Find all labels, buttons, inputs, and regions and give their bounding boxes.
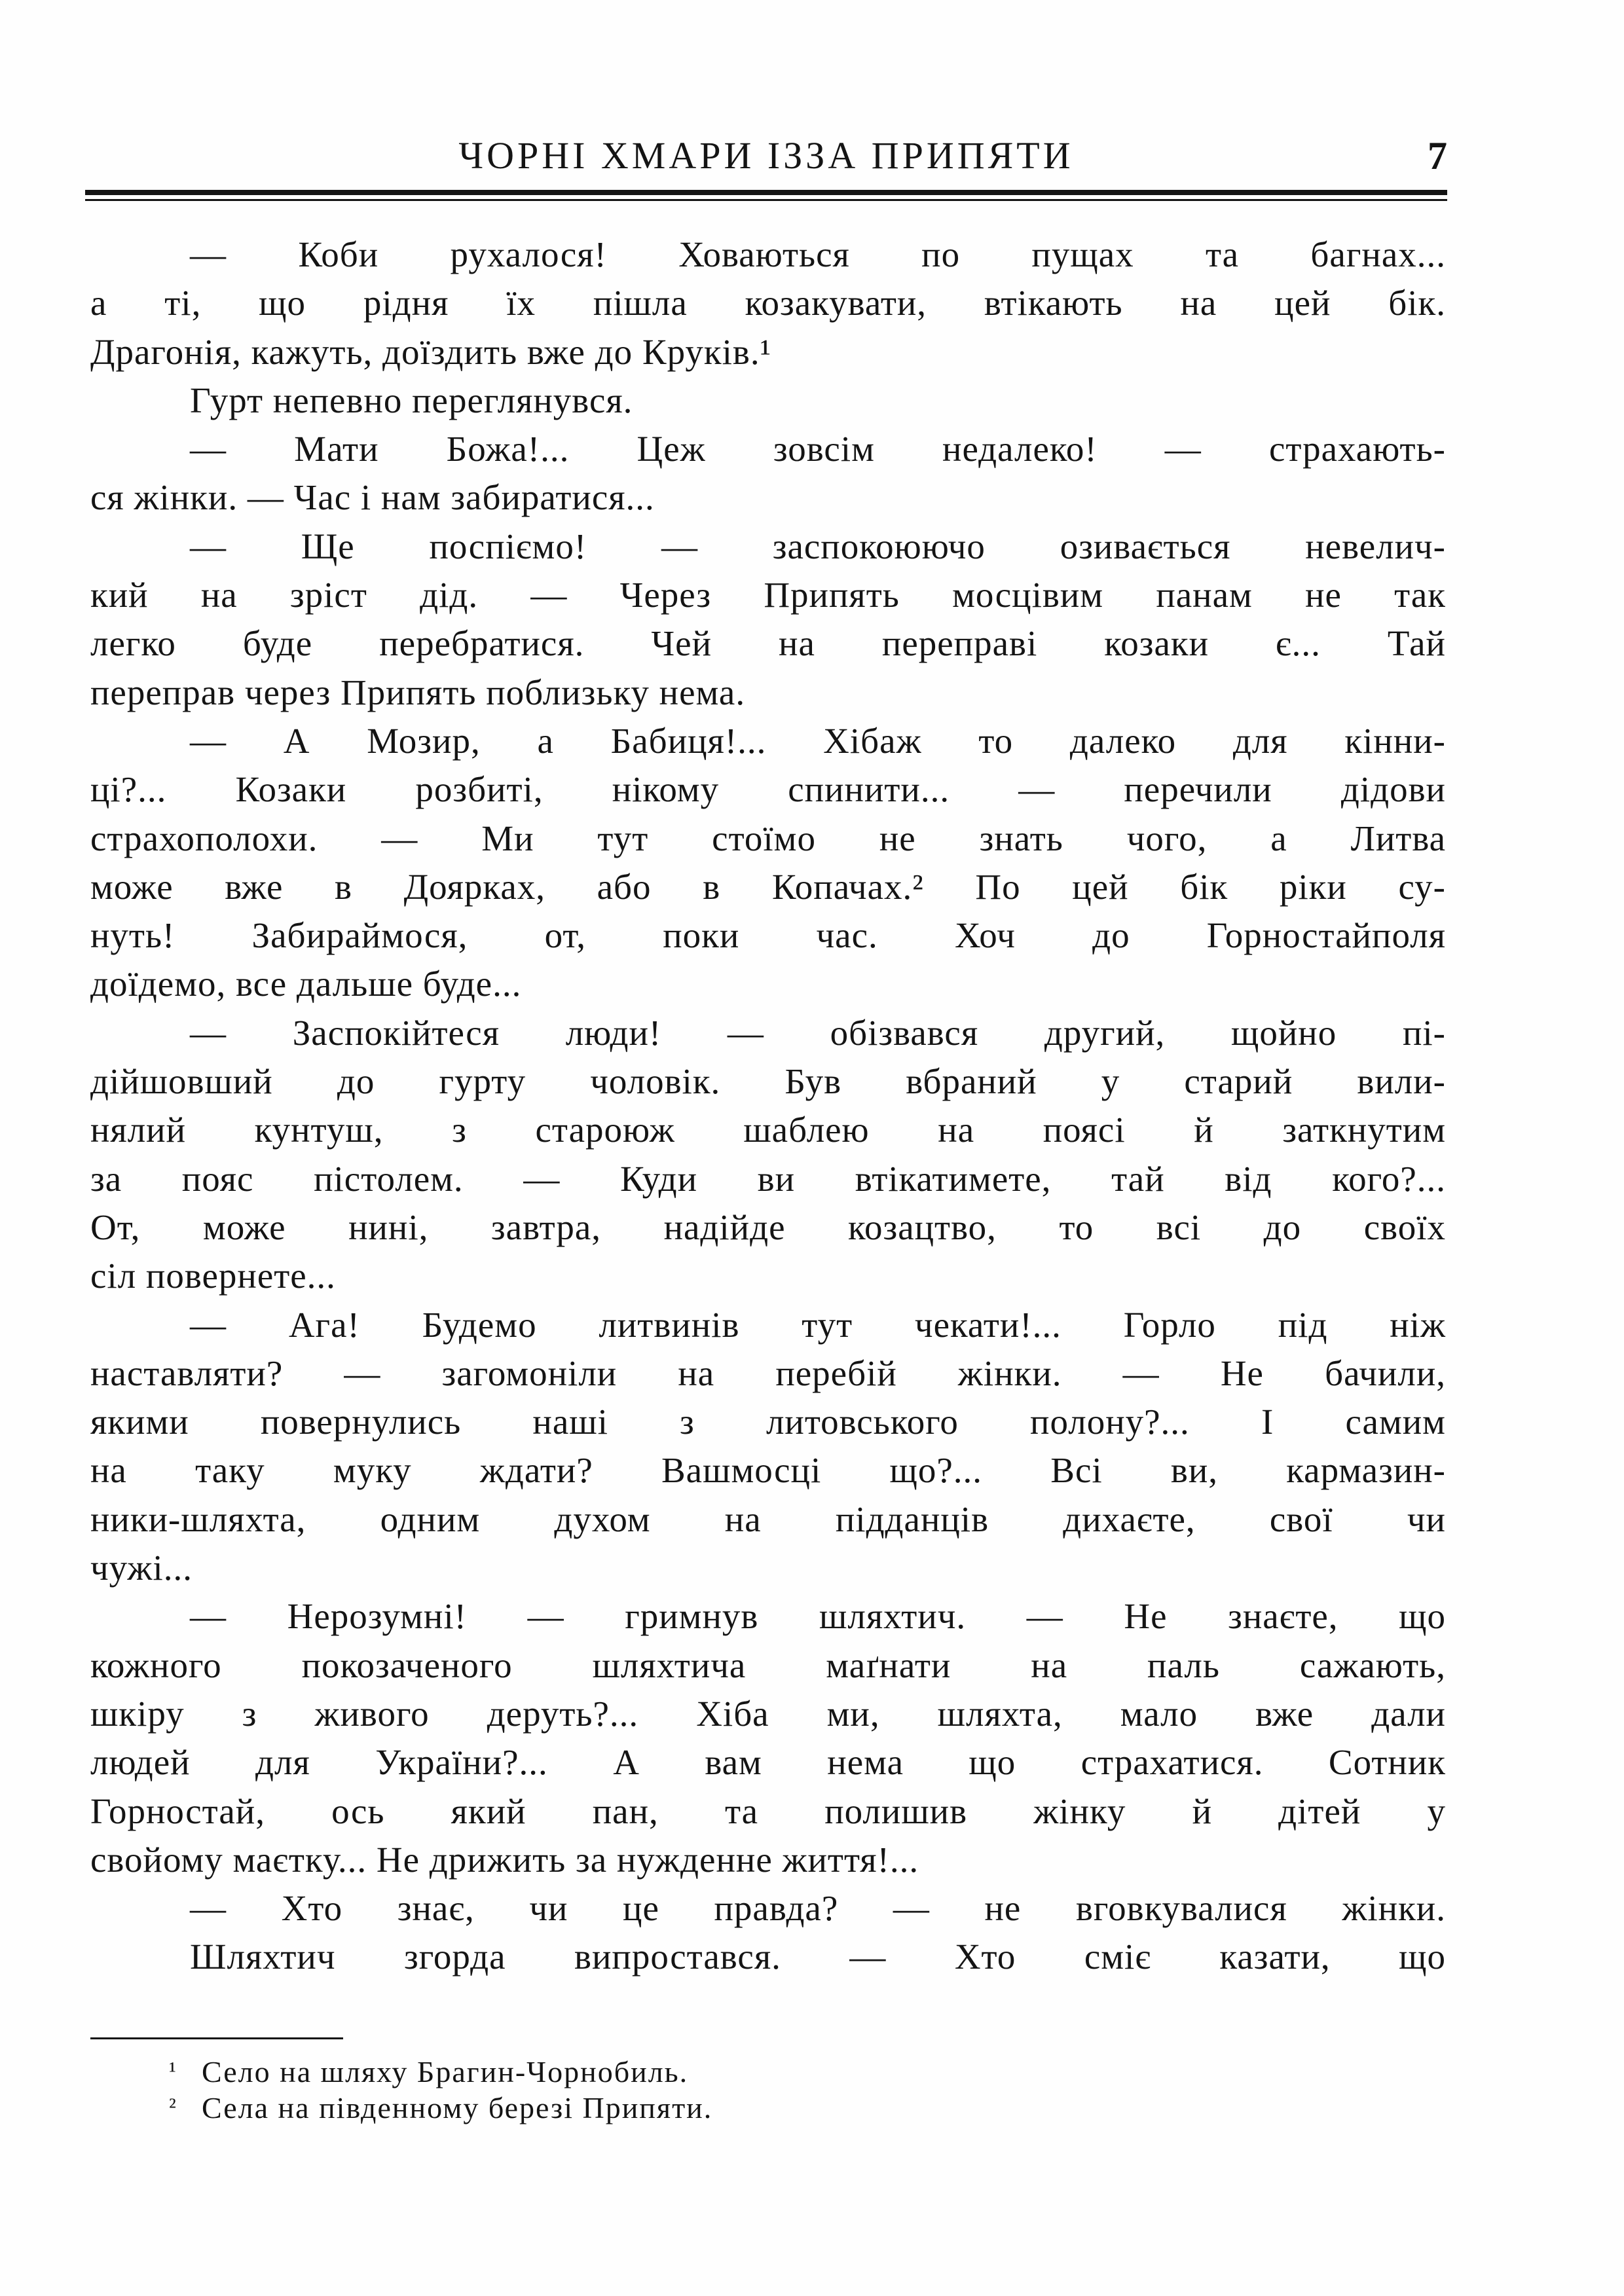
text-line: нуть! Забираймося, от, поки час. Хоч до Горностайполя: [90, 915, 1446, 956]
text-line: сіл повернете...: [90, 1256, 336, 1296]
text-line: переправ через Припять поблизьку нема.: [90, 672, 746, 712]
text-line: Шляхтич згорда випростався. — Хто сміє казати, що: [190, 1937, 1446, 1977]
text-line: кожного покозаченого шляхтича маґнати на паль сажають,: [90, 1645, 1446, 1685]
footnote-marker: ²: [169, 2093, 177, 2119]
text-line: легко буде перебратися. Чей на переправі козаки є... Тай: [90, 623, 1446, 664]
footnote-2: [169, 2089, 1348, 2125]
text-line: — Коби рухалося! Ховаються по пущах та багнах...: [190, 234, 1446, 274]
text-line: нялий кунтуш, з староюж шаблею на поясі й заткнутим: [90, 1110, 1446, 1150]
text-line: за пояс пістолем. — Куди ви втікатимете, тай від кого?...: [90, 1158, 1446, 1199]
text-line: — Мати Божа!... Цеж зовсім недалеко! — страхають-: [190, 429, 1446, 469]
text-line: — Нерозумні! — гримнув шляхтич. — Не знаєте, що: [190, 1596, 1446, 1637]
footnote-marker: ¹: [169, 2057, 177, 2083]
header-rule-thick: [85, 190, 1447, 195]
footnote-1: [169, 2053, 1348, 2089]
text-line: — Ще поспіємо! — заспокоюючо озивається невелич-: [190, 526, 1446, 566]
text-line: чужі...: [90, 1548, 193, 1588]
header-rule-thin: [85, 199, 1447, 201]
text-line: Драгонія, кажуть, доїздить вже до Круків.¹: [90, 331, 772, 372]
footnotes: [169, 2053, 1348, 2125]
text-line: на таку муку ждати? Вашмосці що?... Всі ви, кармазин-: [90, 1450, 1446, 1491]
running-title: ЧОРНІ ХМАРИ ІЗЗА ПРИПЯТИ: [458, 134, 1074, 177]
footnote-text: Села на південному березі Припяти.: [202, 2091, 713, 2124]
text-line: Гурт непевно переглянувся.: [190, 380, 633, 420]
text-line: Горностай, ось який пан, та полишив жінку й дітей у: [90, 1791, 1446, 1831]
page-number: 7: [1428, 134, 1447, 177]
text-line: може вже в Доярках, або в Копачах.² По цей бік ріки су-: [90, 866, 1446, 907]
text-line: ці?... Козаки розбиті, нікому спинити... — перечили дідови: [90, 769, 1446, 810]
body-text: [90, 230, 1446, 1982]
text-line: якими повернулись наші з литовського полону?... І самим: [90, 1402, 1446, 1442]
text-line: страхополохи. — Ми тут стоїмо не знать чого, а Литва: [90, 818, 1446, 858]
text-line: дійшовший до гурту чоловік. Був вбраний у старий вили-: [90, 1061, 1446, 1102]
text-line: — Хто знає, чи це правда? — не вговкувалися жінки.: [190, 1888, 1446, 1929]
text-line: — Ага! Будемо литвинів тут чекати!... Горло під ніж: [190, 1304, 1446, 1345]
text-line: — Заспокійтеся люди! — обізвався другий, щойно пі-: [190, 1012, 1446, 1053]
text-line: кий на зріст дід. — Через Припять мосцівим панам не так: [90, 575, 1446, 615]
text-line: ся жінки. — Час і нам забиратися...: [90, 477, 655, 518]
text-line: шкіру з живого деруть?... Хіба ми, шляхта, мало вже дали: [90, 1693, 1446, 1734]
text-line: людей для України?... А вам нема що страхатися. Сотник: [90, 1742, 1446, 1783]
footnote-text: Село на шляху Брагин-Чорнобиль.: [202, 2055, 689, 2088]
text-line: наставляти? — загомоніли на перебій жінки. — Не бачили,: [90, 1353, 1446, 1393]
text-line: доїдемо, все дальше буде...: [90, 964, 522, 1004]
text-line: — А Мозир, а Бабиця!... Хібаж то далеко для кінни-: [190, 720, 1446, 761]
text-line: ники-шляхта, одним духом на підданців дихаєте, свої чи: [90, 1499, 1446, 1539]
footnote-separator: [90, 2037, 343, 2039]
text-line: свойому маєтку... Не дрижить за нужденне життя!...: [90, 1839, 919, 1880]
page-header: [85, 128, 1447, 187]
text-line: а ті, що рідня їх пішла козакувати, втікають на цей бік.: [90, 283, 1446, 323]
text-line: От, може нині, завтра, надійде козацтво, то всі до своїх: [90, 1207, 1446, 1247]
